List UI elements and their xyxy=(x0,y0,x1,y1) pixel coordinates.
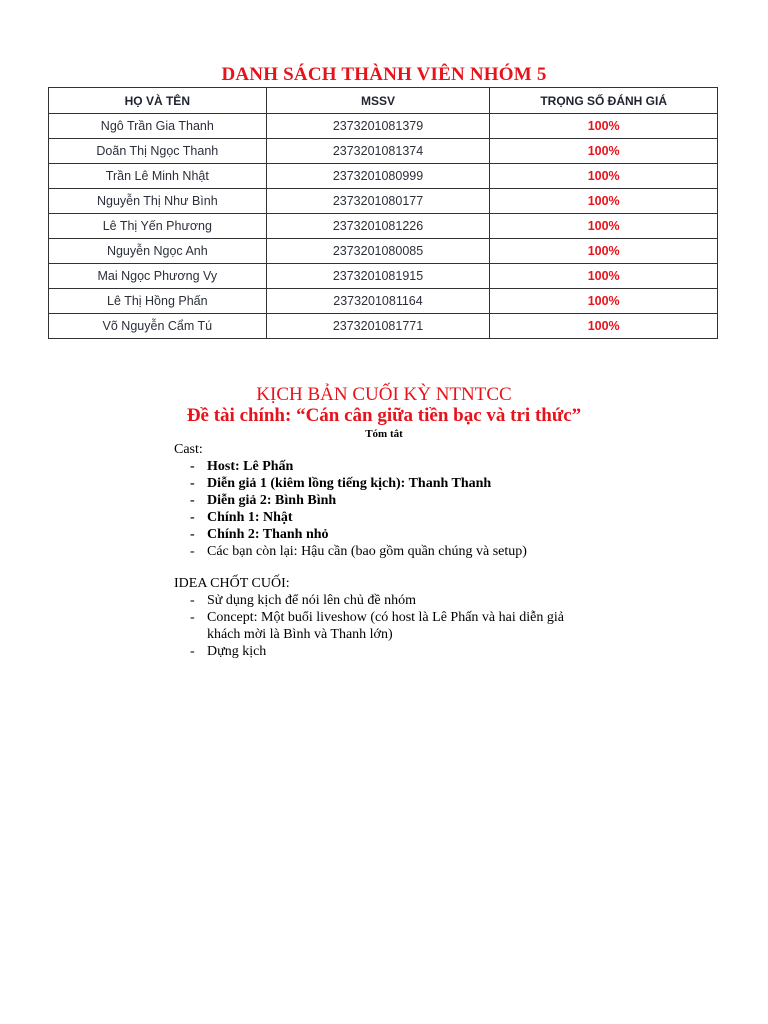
table-row xyxy=(49,164,718,189)
member-weight: 100% xyxy=(490,164,718,189)
table-row xyxy=(49,289,718,314)
member-weight: 100% xyxy=(490,139,718,164)
table-row xyxy=(49,139,718,164)
idea-list xyxy=(174,592,594,660)
member-name: Võ Nguyễn Cẩm Tú xyxy=(49,314,267,339)
member-student-id: 2373201080999 xyxy=(266,164,490,189)
member-student-id: 2373201081374 xyxy=(266,139,490,164)
cast-heading: Cast: xyxy=(174,442,203,457)
member-name: Trần Lê Minh Nhật xyxy=(49,164,267,189)
table-row xyxy=(49,189,718,214)
cast-list xyxy=(174,458,594,560)
member-student-id: 2373201081379 xyxy=(266,114,490,139)
member-weight: 100% xyxy=(490,289,718,314)
idea-heading: IDEA CHỐT CUỐI: xyxy=(174,576,290,591)
member-weight: 100% xyxy=(490,264,718,289)
member-weight: 100% xyxy=(490,239,718,264)
list-item: - Sử dụng kịch để nói lên chủ đề nhóm xyxy=(174,592,594,609)
member-weight: 100% xyxy=(490,189,718,214)
script-title: KỊCH BẢN CUỐI KỲ NTNTCC xyxy=(256,384,512,405)
cast-section xyxy=(174,441,594,560)
list-item: - Diễn giả 1 (kiêm lồng tiếng kịch): Thanh Thanh xyxy=(174,475,594,492)
member-name: Lê Thị Hồng Phấn xyxy=(49,289,267,314)
script-subtitle: Đề tài chính: “Cán cân giữa tiền bạc và tri thức” xyxy=(186,405,582,426)
table-row xyxy=(49,239,718,264)
member-weight: 100% xyxy=(490,114,718,139)
member-name: Nguyễn Thị Như Bình xyxy=(49,189,267,214)
member-weight: 100% xyxy=(490,314,718,339)
member-weight: 100% xyxy=(490,214,718,239)
list-item: - Host: Lê Phấn xyxy=(174,458,594,475)
table-row xyxy=(49,314,718,339)
column-header-student-id: MSSV xyxy=(266,88,490,114)
member-student-id: 2373201081226 xyxy=(266,214,490,239)
list-item: - Dựng kịch xyxy=(174,643,594,660)
list-item: - Chính 2: Thanh nhỏ xyxy=(174,526,594,543)
member-name: Ngô Trần Gia Thanh xyxy=(49,114,267,139)
member-student-id: 2373201081915 xyxy=(266,264,490,289)
member-student-id: 2373201080177 xyxy=(266,189,490,214)
table-header-row xyxy=(49,88,718,114)
table-row xyxy=(49,264,718,289)
member-name: Doãn Thị Ngọc Thanh xyxy=(49,139,267,164)
list-item: - Chính 1: Nhật xyxy=(174,509,594,526)
member-list-title: DANH SÁCH THÀNH VIÊN NHÓM 5 xyxy=(221,64,547,85)
table-row xyxy=(49,114,718,139)
member-student-id: 2373201081771 xyxy=(266,314,490,339)
column-header-name: HỌ VÀ TÊN xyxy=(49,88,267,114)
member-name: Lê Thị Yến Phương xyxy=(49,214,267,239)
idea-section xyxy=(174,575,594,660)
member-student-id: 2373201080085 xyxy=(266,239,490,264)
list-item: - Diễn giả 2: Bình Bình xyxy=(174,492,594,509)
member-table xyxy=(48,87,718,339)
list-item: - Concept: Một buổi liveshow (có host là Lê Phấn và hai diễn giả khách mời là Bình và Thanh lớn) xyxy=(174,609,594,643)
list-item: - Các bạn còn lại: Hậu cần (bao gồm quần chúng và setup) xyxy=(174,543,594,560)
member-name: Mai Ngọc Phương Vy xyxy=(49,264,267,289)
summary-label: Tóm tắt xyxy=(365,428,403,440)
member-student-id: 2373201081164 xyxy=(266,289,490,314)
table-row xyxy=(49,214,718,239)
member-name: Nguyễn Ngọc Anh xyxy=(49,239,267,264)
column-header-weight: TRỌNG SỐ ĐÁNH GIÁ xyxy=(490,88,718,114)
